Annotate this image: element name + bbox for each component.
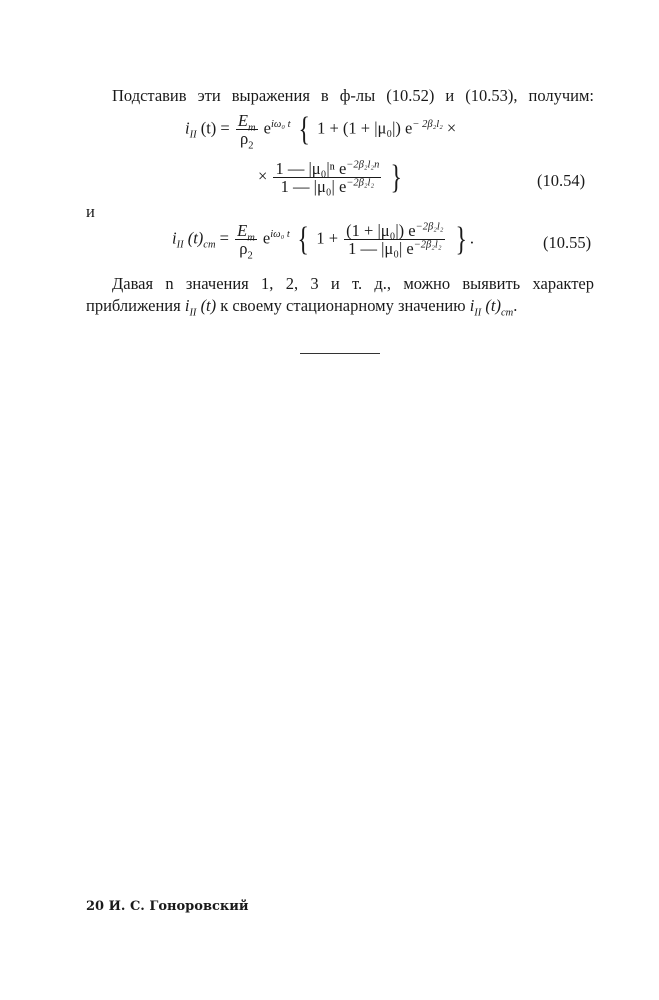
eq54-lhs: i [185, 118, 190, 138]
para-current-2-sub2: cm [501, 307, 514, 319]
equation-10-55 [172, 220, 474, 262]
eq55-frac2-den: 1 — |μ₀| e [348, 239, 414, 258]
eq55-frac2-num: (1 + |μ₀|) e [346, 221, 416, 240]
eq54-frac-num-sub: m [247, 122, 256, 134]
eq55-frac-den-sub: 2 [247, 250, 253, 262]
eq54-frac-num: E [237, 111, 248, 130]
eq54-lhs-arg: (t) = [200, 118, 230, 138]
eq55-lhs-sub: II [176, 239, 184, 251]
eq55-lhs-arg: (t) [187, 228, 204, 248]
eq55-period: . [469, 228, 474, 248]
eq55-frac-num-sub: m [247, 232, 255, 244]
eq55-frac-den: ρ [239, 239, 248, 258]
equation-10-54-line-2 [258, 160, 406, 195]
eq55-fraction-2 [344, 222, 445, 257]
para-current-2-sub: II [474, 307, 482, 319]
eq54-body: 1 + (1 + |μ₀|) e [317, 118, 413, 138]
equation-10-54-line-1 [185, 110, 457, 152]
eq54-frac-den: ρ [239, 129, 249, 148]
paragraph-line-2: приближения $i_{II}$ (t) к своему стационарному значению $i_{II}$ $(t)_{cm}$. [86, 296, 518, 319]
eq55-exp-base: e [262, 228, 271, 248]
eq54-times-1: × [446, 118, 457, 138]
eq54-exp-base: e [263, 118, 271, 138]
eq54-body-sup: − 2β₂l₂ [412, 118, 443, 130]
eq54-frac2-den: 1 — |μ₀| e [280, 177, 347, 196]
eq54-frac2-den-sup: −2β₂l₂ [346, 177, 375, 189]
eq54-frac-den-sub: 2 [248, 140, 254, 152]
eq55-lhs: i [172, 228, 177, 248]
page-footer-signature: 20 И. С. Гоноровский [86, 899, 249, 914]
equation-number-10-54: (10.54) [537, 171, 586, 190]
eq55-lhs-sub2: cm [203, 239, 216, 251]
eq54-fraction-2 [273, 160, 381, 195]
section-end-rule [300, 353, 380, 354]
para-current-2: i [469, 296, 475, 315]
eq55-fraction [235, 221, 257, 262]
eq54-close-brace: } [390, 158, 403, 196]
intro-line: Подставив эти выражения в ф-лы (10.52) и (10.53), получим: [112, 86, 594, 105]
paragraph-word-approach: приближения [86, 296, 181, 315]
eq55-frac2-den-sup: −2β₂l₂ [413, 239, 442, 251]
para-current-2-arg: (t) [485, 296, 501, 315]
eq54-exp-sup: iω₀ t [271, 118, 291, 130]
para-current-1: i [184, 296, 190, 315]
eq55-close-brace: } [454, 220, 467, 258]
paragraph-line-1: Давая n значения 1, 2, 3 и т. д., можно выявить характер [112, 274, 594, 293]
eq54-open-brace: { [298, 110, 310, 148]
eq54-times-2: × [258, 166, 268, 186]
para-current-1-arg: (t) [200, 296, 217, 315]
eq55-frac2-num-sup: −2β₂l₂ [415, 221, 444, 233]
eq55-one-plus: 1 + [316, 228, 339, 248]
eq55-exp-sup: iω₀ t [270, 228, 290, 240]
conjunction-and: и [86, 202, 95, 221]
equation-number-10-55: (10.55) [543, 233, 592, 252]
eq54-frac2-num: 1 — |μ₀|ⁿ e [275, 159, 347, 178]
eq54-fraction [236, 111, 258, 152]
eq55-open-brace: { [297, 220, 309, 258]
eq55-frac-num: E [237, 221, 248, 240]
eq54-lhs-sub: II [189, 129, 197, 141]
paragraph-mid-text: к своему стационарному значению [220, 296, 466, 315]
eq54-frac2-num-sup: −2β₂l₂n [346, 159, 380, 171]
para-current-1-sub: II [189, 307, 197, 319]
eq55-equals: = [219, 228, 229, 248]
